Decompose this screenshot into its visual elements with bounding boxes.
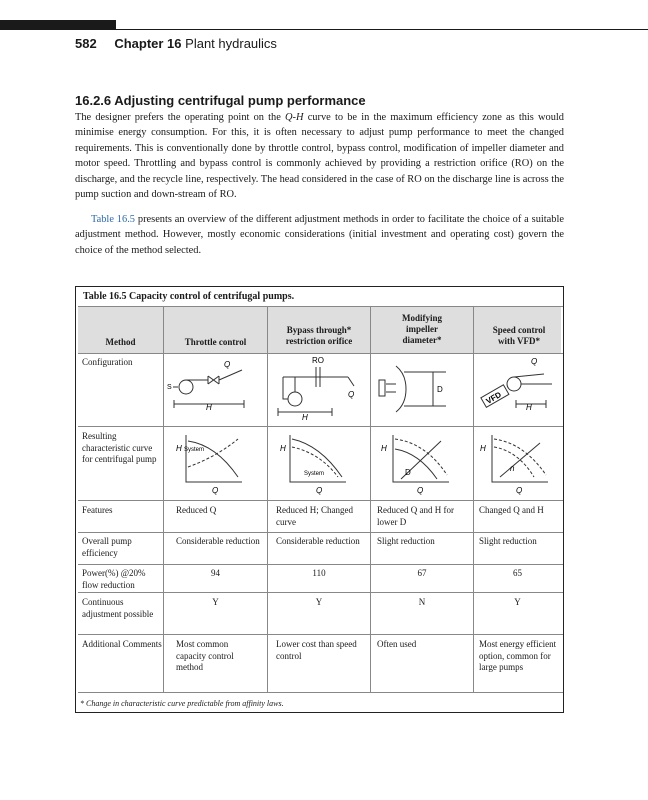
row-configuration-label: Configuration: [82, 357, 133, 367]
vfd-curve-chart: [474, 427, 561, 495]
running-header: [75, 36, 277, 51]
ro-label: RO: [312, 356, 324, 365]
efficiency-speed: Slight reduction: [479, 536, 537, 546]
row-rule-3: [78, 532, 563, 533]
page-number: 582: [75, 36, 97, 51]
row-rule-6: [78, 634, 563, 635]
speed-n-label: n: [510, 464, 515, 473]
row-rule-5: [78, 592, 563, 593]
qh-term: Q-H: [285, 112, 304, 123]
continuous-speed: Y: [514, 597, 521, 607]
para2-text: presents an overview of the different adjustment methods in order to facilitate the choice of a suitable adjustment method. However, mostly economic considerations (initial investment and operating cost) govern the choice of the method selected.: [75, 214, 564, 256]
row-characteristic-label: Resulting characteristic curve for centrifugal pump: [82, 431, 157, 464]
svg-text:H: H: [381, 444, 387, 453]
section-heading: 16.2.6 Adjusting centrifugal pump performance: [75, 93, 366, 108]
paragraph-1: [75, 110, 564, 202]
comments-throttle: Most common capacity control method: [176, 639, 234, 672]
svg-text:Q: Q: [417, 486, 424, 495]
impeller-curve-chart: [371, 427, 473, 495]
table-footnote: * Change in characteristic curve predictable from affinity laws.: [80, 699, 284, 708]
comments-speed: Most energy efficient option, common for large pumps: [479, 639, 557, 672]
suction-label: S: [167, 384, 172, 391]
row-rule-4: [78, 564, 563, 565]
bypass-config-diagram: [268, 354, 370, 426]
th-impeller: Modifying impeller diameter*: [401, 313, 442, 345]
vfd-label: VFD: [484, 390, 503, 406]
power-speed: 65: [513, 568, 522, 578]
svg-text:H: H: [280, 444, 286, 453]
header-rule: [116, 29, 648, 30]
continuous-throttle: Y: [212, 597, 219, 607]
svg-text:H: H: [526, 403, 532, 412]
power-impeller: 67: [417, 568, 427, 578]
th-speed: Speed control with VFD*: [492, 325, 546, 346]
header-bar: [0, 20, 116, 30]
comments-bypass: Lower cost than speed control: [276, 639, 357, 661]
para1-text-a: The designer prefers the operating point on the: [75, 112, 286, 123]
throttle-h-label: H: [206, 403, 212, 412]
th-method: Method: [105, 337, 136, 347]
impeller-config-diagram: [371, 354, 473, 426]
throttle-config-diagram: [164, 354, 267, 426]
efficiency-label: Overall pump efficiency: [82, 536, 132, 558]
svg-text:D: D: [405, 468, 411, 477]
table-reference-link[interactable]: Table 16.5: [91, 214, 135, 225]
table-caption: Table 16.5 Capacity control of centrifugal pumps.: [83, 291, 295, 302]
power-bypass: 110: [312, 568, 326, 578]
row-rule-2: [78, 500, 563, 501]
svg-text:Q: Q: [316, 486, 323, 495]
throttle-curve-chart: [164, 427, 267, 495]
power-throttle: 94: [211, 568, 220, 578]
comments-impeller: Often used: [377, 639, 417, 649]
chapter-title: Plant hydraulics: [185, 36, 277, 51]
chapter-label: Chapter 16: [114, 36, 182, 51]
efficiency-throttle: Considerable reduction: [176, 536, 260, 546]
row-rule-7: [78, 692, 563, 693]
para1-text-b: curve to be in the maximum efficiency zone as this would minimise energy consumption. For this, it is often necessary to adjust pump performance to meet the changed requirements. This is conventionally done by throttle control, bypass control, modification of impeller diameter and motor speed. Throttling and bypass control is commonly achieved by providing a restriction orifice (RO) on the discharge, and the recycle line, respectively. The head considered in the case of RO on the discharge line is across the pump suction and down-stream of RO.: [75, 112, 565, 201]
svg-text:H: H: [302, 413, 308, 422]
svg-text:H: H: [176, 444, 182, 453]
vfd-config-diagram: [474, 354, 561, 426]
features-speed: Changed Q and H: [479, 505, 544, 515]
comments-label: Additional Comments: [82, 639, 162, 649]
throttle-q-label: Q: [224, 360, 231, 369]
svg-text:Q: Q: [348, 390, 355, 399]
svg-text:H: H: [480, 444, 486, 453]
system-label-1: System: [184, 447, 205, 453]
continuous-label: Continuous adjustment possible: [82, 597, 154, 619]
power-label: Power(%) @20% flow reduction: [82, 568, 146, 590]
svg-text:System: System: [304, 471, 325, 477]
svg-text:Q: Q: [212, 486, 219, 495]
svg-text:Q: Q: [531, 357, 538, 366]
features-bypass: Reduced H; Changed curve: [276, 505, 353, 527]
th-throttle: Throttle control: [184, 337, 247, 347]
efficiency-impeller: Slight reduction: [377, 536, 435, 546]
continuous-bypass: Y: [315, 597, 323, 607]
bypass-curve-chart: [268, 427, 370, 495]
continuous-impeller: N: [418, 597, 426, 607]
paragraph-2: [75, 212, 564, 258]
th-bypass: Bypass through* restriction orifice: [285, 325, 353, 346]
capacity-control-table: [75, 286, 564, 713]
features-impeller: Reduced Q and H for lower D: [377, 505, 454, 527]
features-throttle: Reduced Q: [176, 505, 217, 515]
efficiency-bypass: Considerable reduction: [276, 536, 360, 546]
diameter-label: D: [437, 385, 443, 394]
features-label: Features: [82, 505, 113, 515]
svg-text:Q: Q: [516, 486, 523, 495]
